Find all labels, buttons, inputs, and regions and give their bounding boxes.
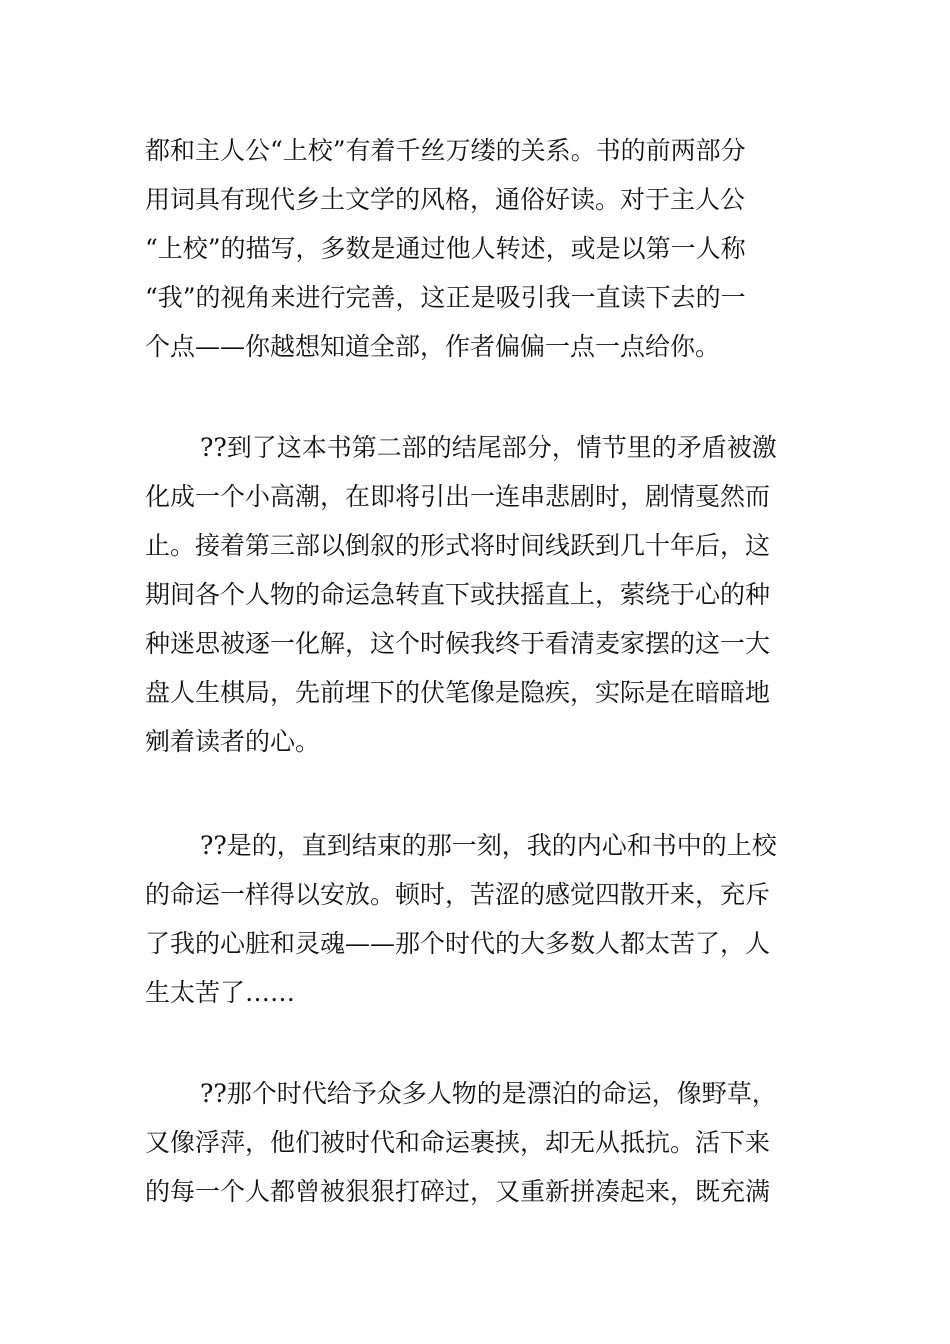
paragraph-line: 了我的心脏和灵魂——那个时代的大多数人都太苦了，人 xyxy=(145,929,771,958)
paragraph-line: 化成一个小高潮，在即将引出一连串悲剧时，剧情戛然而 xyxy=(145,482,771,511)
paragraph-1 xyxy=(145,126,825,371)
paragraph-line: 又像浮萍，他们被时代和命运裹挟，却无从抵抗。活下来 xyxy=(145,1128,771,1157)
paragraph-2 xyxy=(145,423,825,766)
paragraph-line: 个点——你越想知道全部，作者偏偏一点一点给你。 xyxy=(145,332,721,361)
paragraph-line: 生太苦了…… xyxy=(145,978,296,1007)
paragraph-line: 的命运一样得以安放。顿时，苦涩的感觉四散开来，充斥 xyxy=(145,880,771,909)
paragraph-line: 的每一个人都曾被狠狠打碎过，又重新拼凑起来，既充满 xyxy=(145,1177,771,1206)
paragraph-line: 剜着读者的心。 xyxy=(145,727,321,756)
paragraph-line: “我”的视角来进行完善，这正是吸引我一直读下去的一 xyxy=(145,283,746,312)
paragraph-3 xyxy=(145,821,825,1017)
paragraph-line: 止。接着第三部以倒叙的形式将时间线跃到几十年后，这 xyxy=(145,531,771,560)
paragraph-line: ??那个时代给予众多人物的是漂泊的命运，像野草， xyxy=(200,1079,777,1108)
paragraph-line: ??到了这本书第二部的结尾部分，情节里的矛盾被激 xyxy=(200,433,777,462)
paragraph-line: ??是的，直到结束的那一刻，我的内心和书中的上校 xyxy=(200,831,777,860)
paragraph-line: 种迷思被逐一化解，这个时候我终于看清麦家摆的这一大 xyxy=(145,629,771,658)
paragraph-4 xyxy=(145,1069,825,1216)
paragraph-line: 期间各个人物的命运急转直下或扶摇直上，萦绕于心的种 xyxy=(145,580,771,609)
paragraph-line: 盘人生棋局，先前埋下的伏笔像是隐疾，实际是在暗暗地 xyxy=(145,678,771,707)
paragraph-line: 都和主人公“上校”有着千丝万缕的关系。书的前两部分 xyxy=(145,136,746,165)
paragraph-line: “上校”的描写，多数是通过他人转述，或是以第一人称 xyxy=(145,234,746,263)
paragraph-line: 用词具有现代乡土文学的风格，通俗好读。对于主人公 xyxy=(145,185,746,214)
